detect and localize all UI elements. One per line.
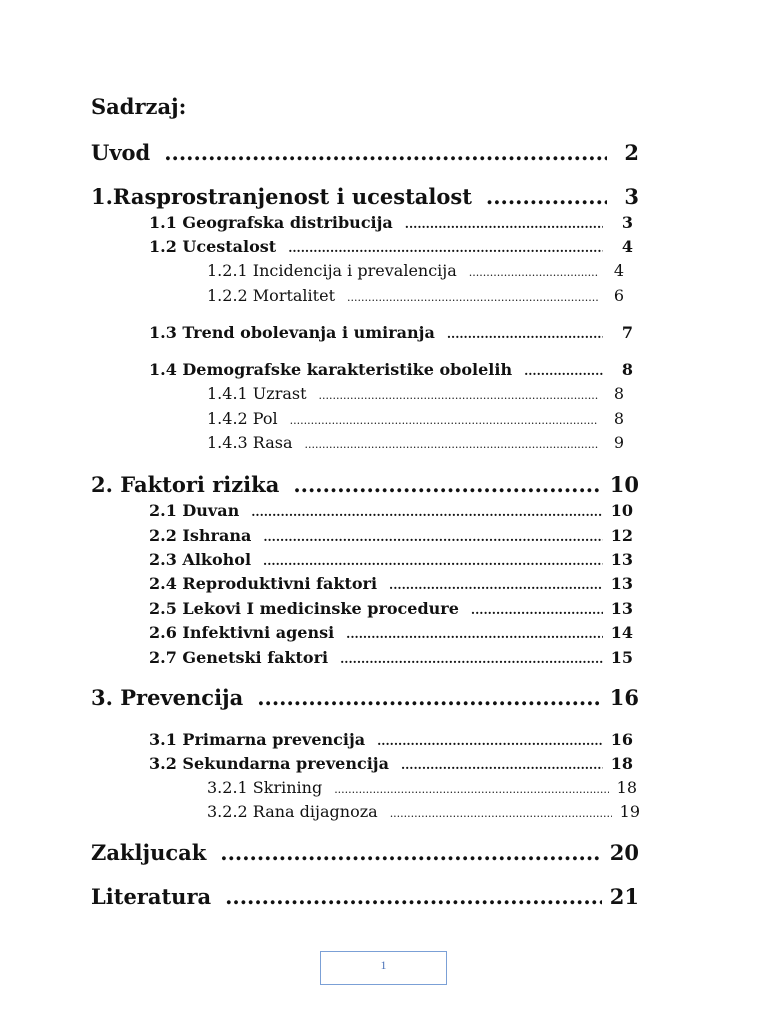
toc-entry[interactable] [149, 550, 633, 569]
toc-entry[interactable] [149, 623, 633, 642]
toc-entry-label: 2.6 Infektivni agensi [149, 623, 335, 642]
toc-entry[interactable] [149, 574, 633, 593]
dot-leader [164, 140, 607, 165]
toc-entry-label: 1.2.1 Incidencija i prevalencija [207, 261, 457, 280]
toc-entry-label: 3. Prevencija [91, 685, 244, 710]
dot-leader [340, 652, 603, 666]
toc-entry-page: 4 [613, 261, 624, 280]
toc-entry[interactable] [207, 778, 637, 797]
toc-entry-page: 16 [609, 685, 639, 710]
toc-entry-label: 3.2.1 Skrining [207, 778, 323, 797]
dot-leader [257, 685, 602, 710]
toc-entry[interactable] [149, 599, 633, 618]
dot-leader [220, 840, 601, 865]
toc-entry-label: 1.4 Demografske karakteristike obolelih [149, 360, 513, 379]
toc-entry-page: 4 [621, 237, 633, 256]
toc-entry[interactable] [91, 840, 639, 865]
dot-leader [377, 734, 603, 748]
toc-entry-page: 21 [609, 884, 639, 909]
toc-entry-page: 18 [610, 754, 633, 773]
toc-entry-label: 1.1 Geografska distribucija [149, 213, 393, 232]
toc-entry[interactable] [149, 754, 633, 773]
toc-entry-page: 3 [621, 213, 633, 232]
toc-entry-page: 8 [613, 384, 624, 403]
toc-entry-label: Literatura [91, 884, 212, 909]
dot-leader [263, 530, 602, 544]
toc-entry-page: 13 [610, 574, 633, 593]
toc-entry-page: 14 [610, 623, 633, 642]
toc-entry-page: 15 [610, 648, 633, 667]
toc-entry-page: 10 [610, 501, 633, 520]
dot-leader [288, 241, 603, 255]
toc-entry[interactable] [91, 685, 639, 710]
toc-entry[interactable] [207, 433, 624, 452]
toc-entry[interactable] [149, 501, 633, 520]
toc-entry[interactable] [207, 384, 624, 403]
toc-entry-label: 2.3 Alkohol [149, 550, 252, 569]
toc-entry-label: 2.4 Reproduktivni faktori [149, 574, 378, 593]
dot-leader [401, 758, 603, 772]
dot-leader [319, 389, 598, 402]
dot-leader [471, 603, 603, 617]
dot-leader [290, 414, 598, 427]
toc-entry[interactable] [207, 261, 624, 280]
toc-entry-label: 1.2 Ucestalost [149, 237, 277, 256]
dot-leader [405, 217, 603, 231]
toc-entry-label: Uvod [91, 140, 151, 165]
toc-entry-label: 1.4.2 Pol [207, 409, 278, 428]
dot-leader [469, 266, 598, 279]
toc-entry-label: 2.7 Genetski faktori [149, 648, 329, 667]
dot-leader [347, 291, 598, 304]
dot-leader [263, 554, 603, 568]
toc-entry-page: 18 [616, 778, 637, 797]
toc-entry[interactable] [91, 472, 639, 497]
toc-entry[interactable] [149, 360, 633, 379]
page-number: 1 [380, 958, 387, 972]
page-number-box [320, 951, 447, 985]
toc-entry-label: 3.1 Primarna prevencija [149, 730, 366, 749]
toc-entry-label: 2.5 Lekovi I medicinske procedure [149, 599, 459, 618]
dot-leader [334, 783, 608, 796]
toc-entry-label: Zakljucak [91, 840, 207, 865]
dot-leader [251, 505, 603, 519]
toc-entry-page: 10 [609, 472, 639, 497]
toc-entry[interactable] [149, 648, 633, 667]
toc-entry-label: 2. Faktori rizika [91, 472, 280, 497]
toc-entry-page: 2 [624, 140, 639, 165]
toc-entry-label: 1.2.2 Mortalitet [207, 286, 335, 305]
toc-entry[interactable] [91, 884, 639, 909]
toc-entry[interactable] [149, 213, 633, 232]
toc-entry[interactable] [207, 286, 624, 305]
toc-entry-page: 8 [613, 409, 624, 428]
toc-entry-page: 16 [610, 730, 633, 749]
toc-entry-label: 2.2 Ishrana [149, 526, 252, 545]
toc-entry-page: 3 [624, 184, 639, 209]
dot-leader [447, 327, 603, 341]
dot-leader [390, 807, 612, 820]
toc-entry[interactable] [149, 526, 633, 545]
dot-leader [305, 438, 599, 451]
toc-entry-page: 6 [613, 286, 624, 305]
toc-entry-label: 1.3 Trend obolevanja i umiranja [149, 323, 435, 342]
toc-entry-label: 1.Rasprostranjenost i ucestalost [91, 184, 472, 209]
toc-entry-page: 13 [610, 599, 633, 618]
toc-entry-page: 19 [619, 802, 640, 821]
toc-entry[interactable] [207, 802, 640, 821]
dot-leader [225, 884, 602, 909]
dot-leader [524, 364, 603, 378]
toc-entry-label: 3.2.2 Rana dijagnoza [207, 802, 378, 821]
toc-entry-label: 1.4.1 Uzrast [207, 384, 307, 403]
dot-leader [389, 578, 603, 592]
toc-entry-page: 20 [609, 840, 639, 865]
toc-entry[interactable] [91, 184, 639, 209]
toc-entry[interactable] [207, 409, 624, 428]
page-title: Sadrzaj: [91, 94, 187, 119]
toc-entry-page: 7 [621, 323, 633, 342]
dot-leader [486, 184, 607, 209]
toc-entry-label: 2.1 Duvan [149, 501, 240, 520]
dot-leader [346, 627, 603, 641]
toc-entry-page: 12 [610, 526, 633, 545]
toc-entry-page: 8 [621, 360, 633, 379]
dot-leader [293, 472, 601, 497]
toc-entry[interactable] [149, 730, 633, 749]
toc-entry[interactable] [91, 140, 639, 165]
toc-entry[interactable] [149, 237, 633, 256]
toc-entry-label: 1.4.3 Rasa [207, 433, 293, 452]
toc-entry-label: 3.2 Sekundarna prevencija [149, 754, 389, 773]
toc-entry[interactable] [149, 323, 633, 342]
toc-entry-page: 13 [610, 550, 633, 569]
toc-entry-page: 9 [613, 433, 624, 452]
